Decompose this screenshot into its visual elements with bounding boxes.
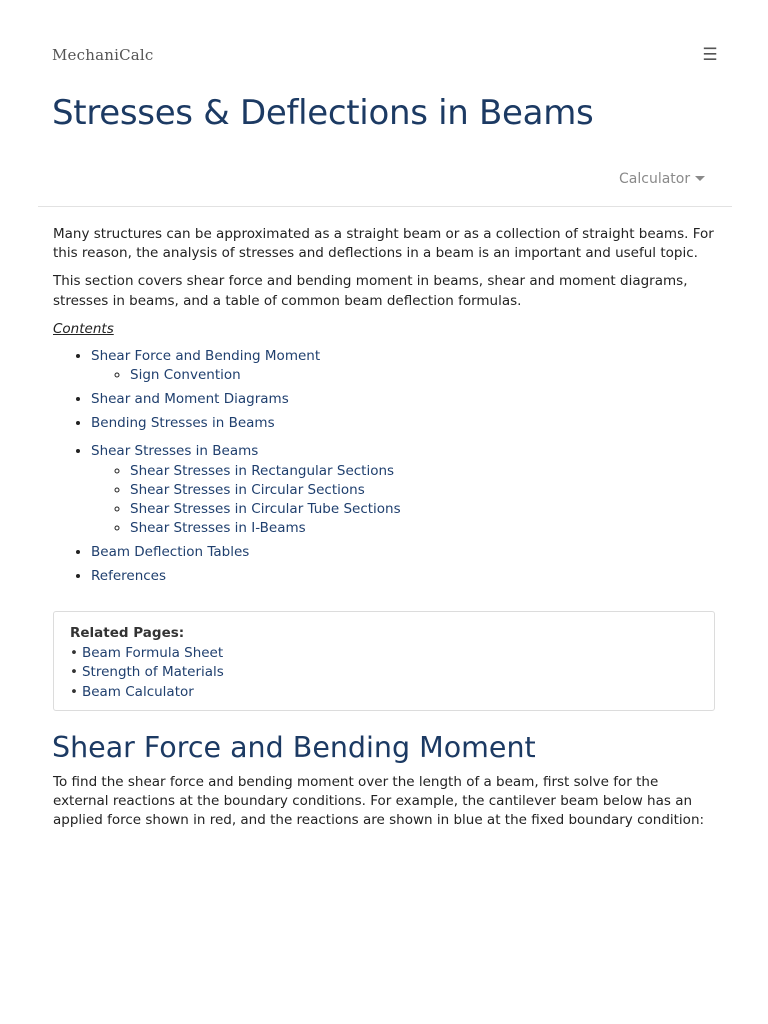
bullet: • [70, 664, 78, 681]
toc-link-beam-deflection-tables[interactable]: Beam Deflection Tables [91, 544, 250, 561]
related-pages-title: Related Pages: [70, 625, 185, 641]
toc-item [91, 414, 716, 433]
site-brand[interactable]: MechaniCalc [52, 46, 154, 64]
related-link-item [70, 683, 698, 703]
toc-link-shear-stresses[interactable]: Shear Stresses in Beams [91, 443, 259, 460]
toc-subitem [130, 366, 716, 385]
intro-paragraph-1: Many structures can be approximated as a straight beam or as a collection of straight beams. For this reason, the analysis of stresses and deflections in a beam is an important and useful topic. [53, 226, 714, 262]
related-link-beam-calculator[interactable]: Beam Calculator [81, 683, 194, 700]
toc-link-rectangular-sections[interactable]: Shear Stresses in Rectangular Sections [130, 462, 395, 479]
hamburger-menu-icon[interactable]: ☰ [702, 45, 718, 65]
intro-paragraph-2: This section covers shear force and bending moment in beams, shear and moment diagrams, stresses in beams, and a table of common beam deflection formulas. [53, 273, 688, 309]
main-content [53, 225, 716, 591]
toc-link-circular-tube-sections[interactable]: Shear Stresses in Circular Tube Sections [130, 501, 401, 518]
page-title: Stresses & Deflections in Beams [52, 93, 594, 133]
toc-item [91, 543, 716, 562]
table-of-contents [53, 347, 716, 586]
bullet: • [70, 644, 78, 661]
toc-subitem [130, 519, 716, 538]
section-title: Shear Force and Bending Moment [52, 731, 536, 764]
toc-subitem [130, 481, 716, 500]
calculator-dropdown[interactable] [619, 171, 705, 187]
toc-link-i-beams[interactable]: Shear Stresses in I-Beams [130, 520, 306, 537]
bullet: • [70, 683, 78, 700]
toc-item [91, 390, 716, 409]
toc-link-shear-moment-diagrams[interactable]: Shear and Moment Diagrams [91, 391, 289, 408]
toc-item [91, 442, 716, 538]
toc-subitem [130, 462, 716, 481]
related-pages-box [53, 611, 715, 711]
related-link-beam-formula-sheet[interactable]: Beam Formula Sheet [81, 644, 224, 661]
related-link-item [70, 663, 698, 683]
toc-link-references[interactable]: References [91, 568, 167, 585]
toc-link-circular-sections[interactable]: Shear Stresses in Circular Sections [130, 481, 365, 498]
toc-item [91, 567, 716, 586]
toc-link-bending-stresses[interactable]: Bending Stresses in Beams [91, 415, 275, 432]
related-link-item [70, 644, 698, 664]
contents-label: Contents [53, 320, 114, 337]
toc-item [91, 347, 716, 385]
toc-subitem [130, 500, 716, 519]
section-paragraph: To find the shear force and bending moment over the length of a beam, first solve for the external reactions at the boundary conditions. For example, the cantilever beam below has an applied force shown in red, and the reactions are shown in blue at the fixed boundary condition: [53, 774, 705, 829]
divider [38, 206, 732, 207]
toc-link-shear-force-bending-moment[interactable]: Shear Force and Bending Moment [91, 348, 321, 365]
caret-down-icon [695, 176, 705, 181]
toc-link-sign-convention[interactable]: Sign Convention [130, 367, 241, 384]
calculator-dropdown-label: Calculator [619, 171, 691, 187]
related-link-strength-of-materials[interactable]: Strength of Materials [81, 664, 224, 681]
